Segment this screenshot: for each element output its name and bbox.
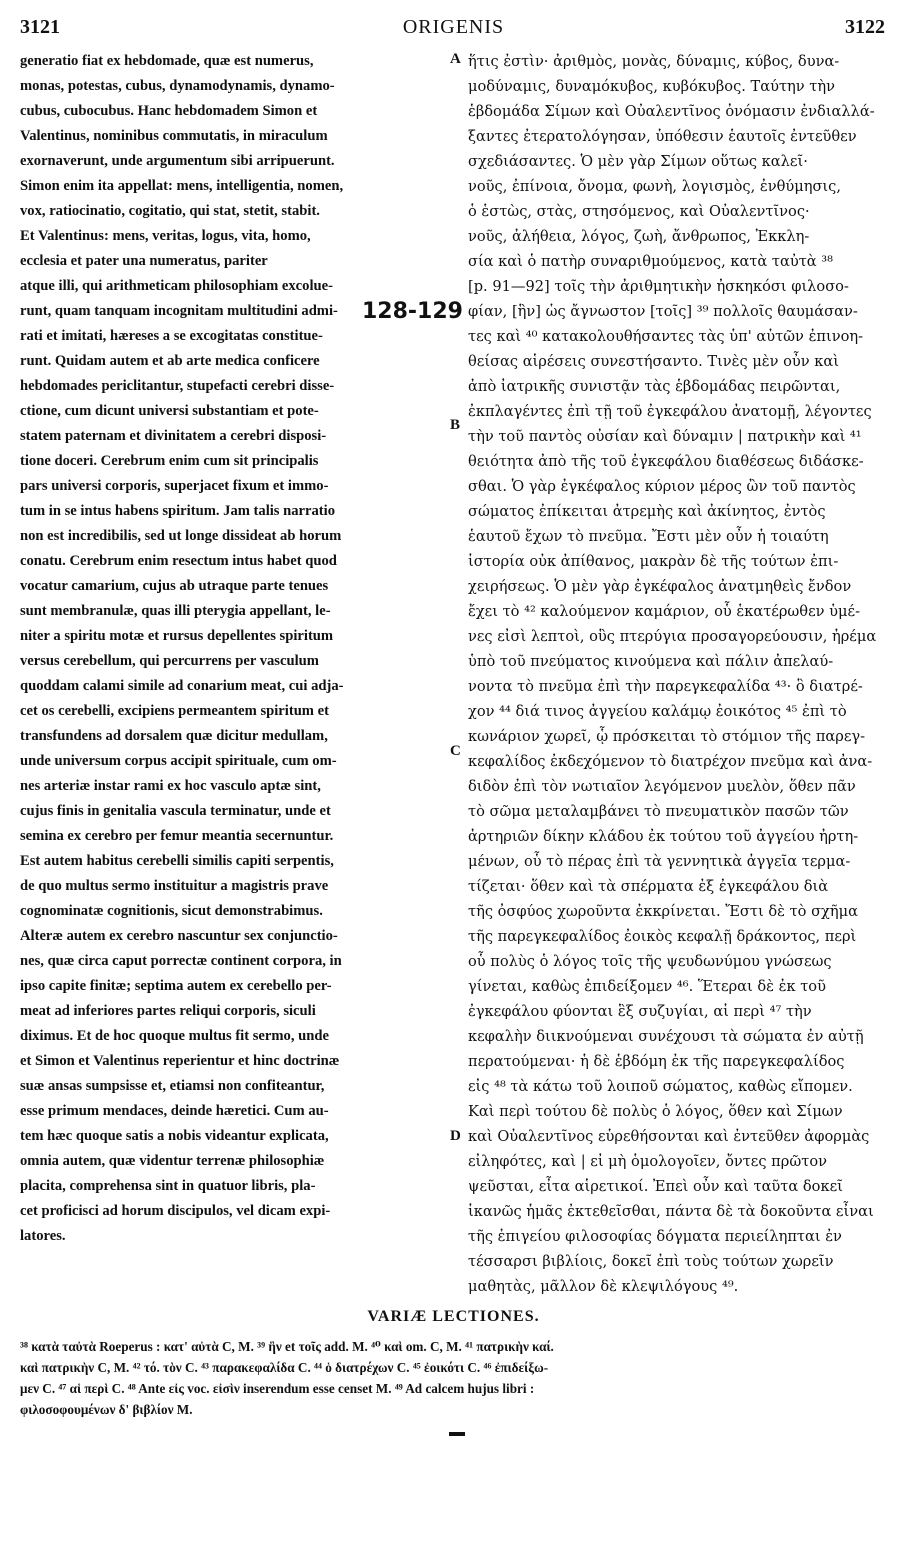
variant-note-line: καὶ πατρικὴν C, M. ⁴² τό. τὸν C. ⁴³ παρακεφαλίδα C. ⁴⁴ ὁ διατρέχων C. ⁴⁵ ἐοικότι C. ⁴⁶ ἐπιδείξω- xyxy=(20,1360,549,1375)
latin-text-line: semina ex cerebro per femur meantia secernuntur. xyxy=(20,828,334,844)
latin-text-line: ecclesia et pater una numeratus, pariter xyxy=(20,253,268,269)
latin-text-line: vox, ratiocinatio, cogitatio, qui stat, stetit, stabit. xyxy=(20,203,320,219)
greek-text-line: χειρήσεως. Ὁ μὲν γὰρ ἐγκέφαλος ἀνατμηθεὶς ἔνδον xyxy=(468,578,852,595)
variant-note-line: μεν C. ⁴⁷ αἱ περὶ C. ⁴⁸ Ante εἰς voc. εἰσὶν inserendum esse censet M. ⁴⁹ Ad calcem hujus libri : xyxy=(20,1381,535,1396)
latin-text-line: Valentinus, nominibus commutatis, in miraculum xyxy=(20,128,328,144)
latin-text-line: tem hæc quoque satis a nobis videantur explicata, xyxy=(20,1128,329,1144)
greek-text-line: γίνεται, καθὼς ἐπιδείξομεν ⁴⁶. Ἕτεραι δὲ ἐκ τοῦ xyxy=(468,978,826,995)
latin-text-line: nes arteriæ instar rami ex hoc vasculo aptæ sint, xyxy=(20,778,321,794)
latin-text-line: cujus finis in genitalia vascula terminatur, unde et xyxy=(20,803,331,819)
latin-text-line: nes, quæ circa caput porrectæ continent corpora, in xyxy=(20,953,342,969)
latin-text-line: Simon enim ita appellat: mens, intelligentia, nomen, xyxy=(20,178,344,194)
latin-text-line: meat ad inferiores partes reliqui corporis, siculi xyxy=(20,1003,316,1019)
page-header xyxy=(0,0,907,40)
latin-text-line: atque illi, qui arithmeticam philosophiam excolue- xyxy=(20,278,333,294)
latin-text-line: hebdomades periclitantur, stupefacti cerebri disse- xyxy=(20,378,335,394)
greek-text-line: ὁ ἑστὼς, στὰς, στησόμενος, καὶ Οὐαλεντῖνος· xyxy=(468,203,810,220)
latin-column xyxy=(20,49,442,1249)
latin-text-line: ipso capite finitæ; septima autem ex cerebello per- xyxy=(20,978,332,994)
latin-text-line: de quo multus sermo instituitur a magistris prave xyxy=(20,878,329,894)
greek-column xyxy=(468,49,886,1299)
column-page-marker: 128-129 xyxy=(362,299,463,324)
latin-text-line: Et Valentinus: mens, veritas, logus, vita, homo, xyxy=(20,228,311,244)
greek-text-line: νοῦς, ἐπίνοια, ὄνομα, φωνὴ, λογισμὸς, ἐνθύμησις, xyxy=(468,178,841,195)
greek-text-line: τες καὶ ⁴⁰ κατακολουθήσαντες τὰς ὑπ' αὐτῶν ἐπινοη- xyxy=(468,328,864,345)
greek-text-line: ξαντες ἐτερατολόγησαν, ὑπόθεσιν ἑαυτοῖς ἐντεῦθεν xyxy=(468,128,857,145)
margin-letter-c: C xyxy=(450,743,461,759)
greek-text-line: νοντα τὸ πνεῦμα ἐπὶ τὴν παρεγκεφαλίδα ⁴³· ὃ διατρέ- xyxy=(468,678,863,695)
latin-text-line: diximus. Et de hoc quoque multus fit sermo, unde xyxy=(20,1028,329,1044)
latin-text-line: tione doceri. Cerebrum enim cum sit principalis xyxy=(20,453,319,469)
latin-text-line: et Simon et Valentinus reperientur et hinc doctrinæ xyxy=(20,1053,340,1069)
greek-text-line: κεφαλίδος ἐκδεχόμενον τὸ διατρέχον πνεῦμα καὶ ἀνα- xyxy=(468,753,873,770)
latin-text-line: runt, quam tanquam incognitam multitudini admi- xyxy=(20,303,338,319)
latin-text-line: cubus, cubocubus. Hanc hebdomadem Simon et xyxy=(20,103,318,119)
latin-text-line: placita, comprehensa sint in quatuor libris, pla- xyxy=(20,1178,316,1194)
latin-text-line: esse primum mendaces, deinde hæretici. Cum au- xyxy=(20,1103,329,1119)
latin-text-line: cet os cerebelli, excipiens permeantem spiritum et xyxy=(20,703,329,719)
variant-note-line: ³⁸ κατὰ ταὐτὰ Roeperus : κατ' αὐτὰ C, M. ³⁹ ἣν et τοῖς add. M. ⁴⁰ καὶ om. C, M. ⁴¹ πατρικὴν καί. xyxy=(20,1339,554,1354)
latin-text-line: sunt membranulæ, quas illi pterygia appellant, le- xyxy=(20,603,331,619)
margin-letter-d: D xyxy=(450,1128,461,1144)
latin-text-line: ctione, cum dicunt universi substantiam et pote- xyxy=(20,403,319,419)
latin-text-line: suæ ansas sumpsisse et, etiamsi non confiteantur, xyxy=(20,1078,325,1094)
greek-text-line: νες εἰσὶ λεπτοὶ, οὓς πτερύγια προσαγορεύουσιν, ἠρέμα xyxy=(468,628,877,645)
greek-text-line: εἰς ⁴⁸ τὰ κάτω τοῦ λοιποῦ σώματος, καθὼς εἴπομεν. xyxy=(468,1078,853,1095)
greek-text-line: τὸ σῶμα μεταλαμβάνει τὸ πνευματικὸν πασῶν τῶν xyxy=(468,803,849,820)
latin-text-line: latores. xyxy=(20,1228,66,1244)
greek-text-line: διδὸν ἐπὶ τὸν νωτιαῖον λεγόμενον μυελὸν, ὅθεν πᾶν xyxy=(468,778,856,795)
greek-text-line: ἑβδομάδα Σίμων καὶ Οὐαλεντῖνος ὀνόμασιν ἐνδιαλλά- xyxy=(468,103,875,120)
latin-text-line: non est incredibilis, sed ut longe dissideat ab horum xyxy=(20,528,342,544)
variant-note-line: φιλοσοφουμένων δ' βιβλίον M. xyxy=(20,1402,193,1417)
variae-lectiones-title: VARIÆ LECTIONES. xyxy=(367,1308,540,1325)
greek-text-line: τὴν τοῦ παντὸς οὐσίαν καὶ δύναμιν | πατρικὴν καὶ ⁴¹ xyxy=(468,428,862,445)
greek-text-line: [p. 91—92] τοῖς τὴν ἀριθμητικὴν ἠσκηκόσι φιλοσο- xyxy=(468,278,849,295)
latin-text-line: generatio fiat ex hebdomade, quæ est numerus, xyxy=(20,53,314,69)
greek-text-line: εἰληφότες, καὶ | εἰ μὴ ὁμολογοῖεν, ὄντες πρῶτον xyxy=(468,1153,827,1170)
greek-text-line: σία καὶ ὁ πατὴρ συναριθμούμενος, κατὰ ταὐτὰ ³⁸ xyxy=(468,253,833,270)
greek-text-line: ὑπὸ τοῦ πνεύματος κινούμενα καὶ πάλιν ἀπελαύ- xyxy=(468,653,834,670)
page-number-right: 3122 xyxy=(845,16,885,38)
greek-text-line: χον ⁴⁴ διά τινος ἀγγείου καλάμῳ ἐοικότος ⁴⁵ ἐπὶ τὸ xyxy=(468,703,847,720)
margin-letter-a: A xyxy=(450,51,461,67)
greek-text-line: ἱκανῶς ἡμᾶς ἐκτεθεῖσθαι, πάντα δὲ τὰ δοκοῦντα εἶναι xyxy=(468,1203,874,1220)
variae-lectiones-notes xyxy=(20,1336,886,1420)
greek-text-line: τῆς παρεγκεφαλίδος ἐοικὸς κεφαλῇ δράκοντος, περὶ xyxy=(468,928,857,945)
latin-text-line: rati et imitati, hæreses a se excogitatas constitue- xyxy=(20,328,323,344)
latin-text-line: conatu. Cerebrum enim resectum intus habet quod xyxy=(20,553,337,569)
greek-text-line: ἀρτηριῶν δίκην κλάδου ἐκ τούτου τοῦ ἀγγείου ἠρτη- xyxy=(468,828,859,845)
greek-text-line: καὶ Οὐαλεντῖνος εὑρεθήσονται καὶ ἐντεῦθεν ἀφορμὰς xyxy=(468,1128,870,1145)
running-title: ORIGENIS xyxy=(402,16,505,38)
page-number-left: 3121 xyxy=(20,16,60,38)
latin-text-line: quoddam calami simile ad conarium meat, cui adja- xyxy=(20,678,344,694)
greek-text-line: ψεῦσται, εἶτα αἱρετικοί. Ἐπεὶ οὖν καὶ ταῦτα δοκεῖ xyxy=(468,1178,843,1195)
latin-text-line: Est autem habitus cerebelli similis capiti serpentis, xyxy=(20,853,334,869)
latin-text-line: statem paternam et divinitatem a cerebri disposi- xyxy=(20,428,327,444)
greek-text-line: κεφαλὴν διικνούμεναι συνέχουσι τὰ σώματα ἐν αὐτῇ xyxy=(468,1028,864,1045)
greek-text-line: μοδύναμις, δυναμόκυβος, κυβόκυβος. Ταύτην τὴν xyxy=(468,78,835,95)
latin-text-line: monas, potestas, cubus, dynamodynamis, dynamo- xyxy=(20,78,335,94)
greek-text-line: ἔχει τὸ ⁴² καλούμενον καμάριον, οὗ ἑκατέρωθεν ὑμέ- xyxy=(468,603,861,620)
greek-text-line: ἑαυτοῦ ἔχων τὸ πνεῦμα. Ἔστι μὲν οὖν ἡ τοιαύτη xyxy=(468,528,829,545)
latin-text-line: vocatur camarium, cujus ab utraque parte tenues xyxy=(20,578,329,594)
greek-text-line: νοῦς, ἀλήθεια, λόγος, ζωὴ, ἄνθρωπος, Ἐκκλη- xyxy=(468,228,810,245)
greek-text-line: ἱστορία οὐκ ἀπίθανος, μακρὰν δὲ τῆς τούτων ἐπι- xyxy=(468,553,839,570)
greek-text-line: σώματος ἐπίκειται ἀτρεμὴς καὶ ἀκίνητος, ἐντὸς xyxy=(468,503,826,520)
latin-text-line: unde universum corpus accipit spirituale, cum om- xyxy=(20,753,337,769)
greek-text-line: ἥτις ἐστὶν· ἀριθμὸς, μονὰς, δύναμις, κύβος, δυνα- xyxy=(468,53,840,70)
latin-text-line: versus cerebellum, qui percurrens per vasculum xyxy=(20,653,319,669)
greek-text-line: θείσας αἱρέσεις συνεστήσαντο. Τινὲς μὲν οὖν καὶ xyxy=(468,353,840,370)
latin-text-line: transfundens ad dorsalem quæ dicitur medullam, xyxy=(20,728,328,744)
greek-text-line: περατούμεναι· ἡ δὲ ἑβδόμη ἐκ τῆς παρεγκεφαλίδος xyxy=(468,1053,845,1070)
latin-text-line: exornaverunt, unde argumentum sibi arripuerunt. xyxy=(20,153,335,169)
greek-text-line: σχεδιάσαντες. Ὁ μὲν γὰρ Σίμων οὕτως καλεῖ· xyxy=(468,153,808,170)
greek-text-line: ἐγκεφάλου φύονται ἓξ συζυγίαι, αἱ περὶ ⁴⁷ τὴν xyxy=(468,1003,812,1020)
latin-text-line: omnia autem, quæ videntur terrenæ philosophiæ xyxy=(20,1153,325,1169)
greek-text-line: ἐκπλαγέντες ἐπὶ τῇ τοῦ ἐγκεφάλου ἀνατομῇ, λέγοντες xyxy=(468,403,872,420)
greek-text-line: σθαι. Ὁ γὰρ ἐγκέφαλος κύριον μέρος ὢν τοῦ παντὸς xyxy=(468,478,856,495)
greek-text-line: φίαν, [ἣν] ὡς ἄγνωστον [τοῖς] ³⁹ πολλοῖς θαυμάσαν- xyxy=(468,303,858,320)
margin-letter-b: B xyxy=(450,417,461,433)
latin-text-line: cognominatæ cognitionis, sicut demonstrabimus. xyxy=(20,903,323,919)
greek-text-line: μένων, οὗ τὸ πέρας ἐπὶ τὰ γεννητικὰ ἀγγεῖα τερμα- xyxy=(468,853,851,870)
latin-text-line: tum in se intus habens spiritum. Jam talis narratio xyxy=(20,503,336,519)
latin-text-line: Alteræ autem ex cerebro nascuntur sex conjunctio- xyxy=(20,928,338,944)
latin-text-line: runt. Quidam autem et ab arte medica conficere xyxy=(20,353,320,369)
end-ornament xyxy=(449,1432,465,1436)
greek-text-line: θειότητα ἀπὸ τῆς τοῦ ἐγκεφάλου διαθέσεως διδάσκε- xyxy=(468,453,864,470)
greek-text-line: ἀπὸ ἰατρικῆς συνιστᾷν τὰς ἑβδομάδας πειρῶνται, xyxy=(468,378,841,395)
greek-text-line: τῆς ἐπιγείου φιλοσοφίας δόγματα περιείληπται ἐν xyxy=(468,1228,842,1245)
greek-text-line: τίζεται· ὅθεν καὶ τὰ σπέρματα ἐξ ἐγκεφάλου διὰ xyxy=(468,878,829,895)
latin-text-line: pars universi corporis, superjacet fixum et immo- xyxy=(20,478,329,494)
greek-text-line: μαθητὰς, μᾶλλον δὲ κλεψιλόγους ⁴⁹. xyxy=(468,1278,739,1295)
latin-text-line: cet proficisci ad horum discipulos, vel dicam expi- xyxy=(20,1203,331,1219)
greek-text-line: τέσσαρσι βιβλίοις, δοκεῖ ἐπὶ τοὺς τούτων χωρεῖν xyxy=(468,1253,834,1270)
greek-text-line: Καὶ περὶ τούτου δὲ πολὺς ὁ λόγος, ὅθεν καὶ Σίμων xyxy=(468,1103,843,1120)
greek-text-line: οὗ πολὺς ὁ λόγος τοῖς τῆς ψευδωνύμου γνώσεως xyxy=(468,953,832,970)
greek-text-line: κωνάριον χωρεῖ, ᾧ πρόσκειται τὸ στόμιον τῆς παρεγ- xyxy=(468,728,866,745)
greek-text-line: τῆς ὀσφύος χωροῦντα ἐκκρίνεται. Ἔστι δὲ τὸ σχῆμα xyxy=(468,903,858,920)
latin-text-line: niter a spiritu motæ et rursus depellentes spiritum xyxy=(20,628,334,644)
